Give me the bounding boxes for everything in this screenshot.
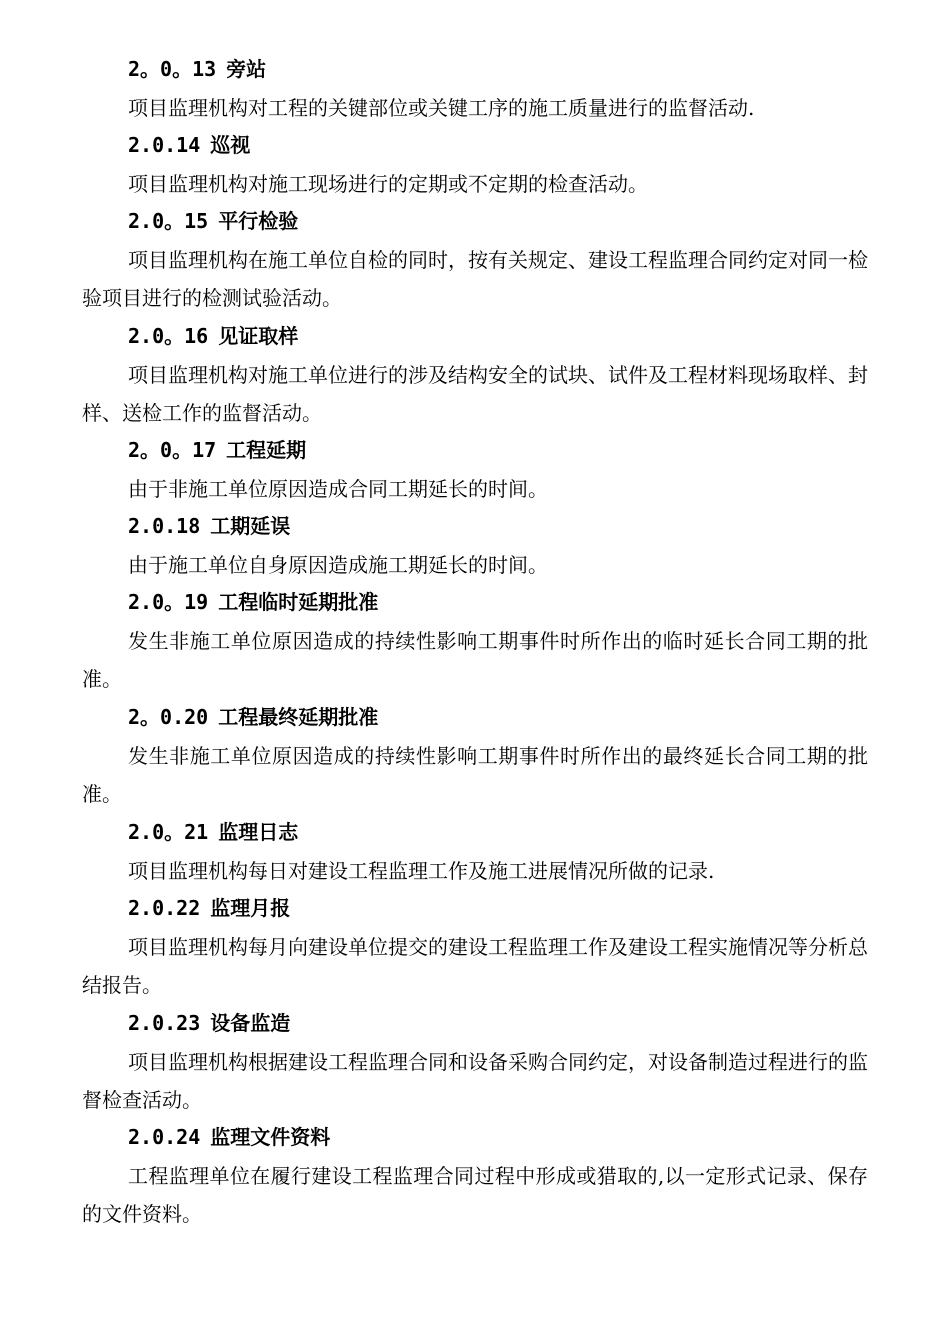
entry-heading (128, 208, 298, 234)
entry-number: 2。0。13 (128, 57, 217, 81)
entry-number: 2.0。15 (128, 209, 209, 233)
entry-definition: 工程监理单位在履行建设工程监理合同过程中形成或猎取的,以一定形式记录、保存的文件资料。 (82, 1164, 868, 1226)
entry-number: 2.0.24 (128, 1125, 201, 1149)
entry-term: 巡视 (210, 133, 251, 157)
entry-term: 见证取样 (218, 324, 299, 348)
entry-heading (128, 437, 306, 463)
entry-definition: 由于施工单位自身原因造成施工期延长的时间。 (128, 553, 548, 577)
entry-definition: 项目监理机构每月向建设单位提交的建设工程监理工作及建设工程实施情况等分析总结报告。 (82, 935, 868, 997)
entry-term: 监理日志 (218, 820, 299, 844)
entry-definition: 项目监理机构根据建设工程监理合同和设备采购合同约定，对设备制造过程进行的监督检查活动。 (82, 1050, 868, 1112)
entry-definition: 项目监理机构对施工现场进行的定期或不定期的检查活动。 (128, 172, 648, 196)
entry-heading (128, 56, 266, 82)
entry-number: 2。0.20 (128, 705, 209, 729)
entry-heading (128, 895, 290, 921)
entry-term: 工程最终延期批准 (218, 705, 379, 729)
entry-heading (128, 1124, 330, 1150)
entry-term: 工程延期 (226, 438, 307, 462)
entry-heading (128, 132, 250, 158)
entry-number: 2.0。21 (128, 820, 209, 844)
entry-definition: 项目监理机构对工程的关键部位或关键工序的施工质量进行的监督活动. (128, 96, 755, 120)
entry-term: 旁站 (226, 57, 267, 81)
entry-number: 2.0。16 (128, 324, 209, 348)
entry-definition: 项目监理机构对施工单位进行的涉及结构安全的试块、试件及工程材料现场取样、封样、送检工作的监督活动。 (82, 363, 868, 425)
entry-number: 2.0.18 (128, 514, 201, 538)
entry-definition: 项目监理机构每日对建设工程监理工作及施工进展情况所做的记录. (128, 859, 715, 883)
entry-term: 平行检验 (218, 209, 299, 233)
entry-heading (128, 513, 290, 539)
entry-heading (128, 704, 378, 730)
entry-term: 监理文件资料 (210, 1125, 331, 1149)
entry-definition: 发生非施工单位原因造成的持续性影响工期事件时所作出的临时延长合同工期的批准。 (82, 629, 868, 691)
entry-term: 工程临时延期批准 (218, 590, 379, 614)
entry-heading (128, 819, 298, 845)
entry-term: 设备监造 (210, 1011, 291, 1035)
entry-definition: 项目监理机构在施工单位自检的同时，按有关规定、建设工程监理合同约定对同一检验项目进行的检测试验活动。 (82, 248, 868, 310)
entry-number: 2.0.23 (128, 1011, 201, 1035)
entry-number: 2。0。17 (128, 438, 217, 462)
entry-term: 监理月报 (210, 896, 291, 920)
entry-definition: 由于非施工单位原因造成合同工期延长的时间。 (128, 477, 548, 501)
entry-heading (128, 1010, 290, 1036)
entry-number: 2.0.14 (128, 133, 201, 157)
entry-heading (128, 589, 378, 615)
entry-number: 2.0。19 (128, 590, 209, 614)
entry-number: 2.0.22 (128, 896, 201, 920)
entry-definition: 发生非施工单位原因造成的持续性影响工期事件时所作出的最终延长合同工期的批准。 (82, 744, 868, 806)
entry-term: 工期延误 (210, 514, 291, 538)
entry-heading (128, 323, 298, 349)
